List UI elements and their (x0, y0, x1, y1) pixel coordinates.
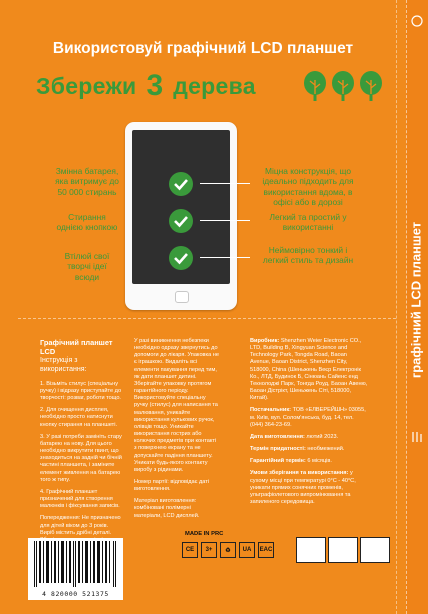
instructions-title: Графічний планшет LCD (40, 338, 113, 357)
ua-mark-icon: UA (239, 542, 255, 558)
producer-column (250, 338, 368, 511)
care-symbol-icon (296, 537, 326, 563)
date-label: Дата виготовлення: (250, 433, 305, 440)
warning-text: Попередження: Не призначено для дітей віком до 3 років. Виріб містить дрібні деталі. (40, 515, 121, 536)
trees-icons (302, 70, 384, 102)
instruction-step: 3. У разі потреби замініть стару батарею на нову. Для цього необхідно викрутити гвинт, що знаходиться на задній чи бічній частині планшета, і заміните елемент живлення на батарею того ж типу. (40, 433, 122, 483)
callout-line (200, 257, 250, 258)
barcode-bars-icon (34, 541, 117, 587)
feature-battery: Змінна батарея, яка витримує до 50 000 стирань (55, 166, 119, 197)
barcode (28, 538, 123, 600)
headline: Використовуй графічний LCD планшет (52, 40, 354, 57)
feature-creativity: Втілюй свої творчі ідеї всюди (64, 251, 110, 282)
warranty-text: 6 місяців. (307, 458, 332, 465)
callout-line (200, 183, 250, 184)
tree-icon (330, 70, 356, 102)
fold-line (396, 0, 398, 614)
cup-fork-icon (410, 430, 424, 444)
barcode-number: 4 820000 521375 (42, 590, 109, 598)
importer-label: Постачальник: (250, 407, 292, 414)
made-in-label: MADE IN PRC (185, 531, 224, 537)
care-symbol-icon (328, 537, 358, 563)
check-icon (168, 245, 194, 271)
feature-durable: Міцна конструкція, що ідеально підходить для використання вдома, в офісі або в дорозі (262, 166, 354, 207)
maker-text: Shenzhen Weier Electronic CO., LTD, Building B, Xingyuan Science and Technology Park, Tongda Road, Baoan Avenue, Baoan District, Shenzhen City, 518000, China (Шеньжень Веєр Електронік Ко., ЛТД, Будинок Б, Сінюань Сайенс енд Текнолоджі Парк, Тонгда Роуд, Баоан Авеню, Баоан Дістрікт, Шеньжень Сіті, 518000, Китай). (250, 338, 368, 402)
save-unit: дерева (173, 72, 256, 99)
feature-light: Легкий та простий у використанні (269, 212, 347, 233)
care-symbol-icon (360, 537, 390, 563)
instructions-subtitle: Інструкція з використання: (40, 356, 87, 373)
materials-text: Матеріал виготовлення: комбіновані полімерні матеріали, LCD дисплей. (134, 498, 200, 519)
erase-button-illustration (175, 291, 189, 303)
tree-icon (302, 70, 328, 102)
recycle-icon (410, 14, 424, 28)
maker-label: Виробник: (250, 338, 280, 344)
instruction-step: 4. Графічний планшет призначений для створення малюнків і фіксування записів. (40, 488, 120, 510)
eac-mark-icon: EAC (258, 542, 274, 558)
safety-text: У разі виникнення небезпеки необхідно одразу звернутись до допомоги до лікаря. Упаковка не є іграшкою. Видаліть всі елементи пакування перед тим, як дати планшет дитині. Зберігайте упаковку протягом гарантійного періоду. Використовуйте спеціальну ручку (стилус) для написання та малювання, уникайте використання кулькових ручок, олівців тощо. Уникайте використання гострих або колючих предметів при контакті з поверхнею екрану та не допускайте падіння планшету. Уникати будь-якого контакту виробу з рідинами. (134, 338, 219, 473)
recycle-icon: ♻ (220, 542, 236, 558)
check-icon (168, 171, 194, 197)
certification-symbols (182, 542, 274, 558)
save-word: Збережи (36, 72, 137, 99)
callout-line (200, 220, 250, 221)
safety-column (134, 338, 220, 525)
instruction-step: 2. Для очищення дисплея, необхідно просто натиснути кнопку стирання на планшеті. (40, 407, 118, 428)
storage-text: у сухому місці при температурі 0°С - 40°С, уникати прямих сонячних променів, ультрафіолетового випромінювання та запиленого середовища. (250, 470, 356, 505)
storage-label: Умови зберігання та використання: (250, 470, 349, 477)
care-symbols (296, 537, 390, 563)
tree-icon (358, 70, 384, 102)
batch-text: Номер партії: відповідає даті виготовлення. (134, 478, 210, 493)
warranty-label: Гарантійний термін: (250, 458, 306, 465)
feature-slim: Неймовірно тонкий і легкий стиль та дизайн (262, 245, 354, 266)
age-warning-icon: 3+ (201, 542, 217, 558)
date-text: лютий 2023. (306, 433, 339, 440)
spine-title: графічний LCD планшет (408, 221, 424, 379)
ce-mark-icon: CE (182, 542, 198, 558)
shelf-text: необмежений. (307, 446, 345, 453)
save-number: 3 (146, 69, 164, 102)
check-icon (168, 208, 194, 234)
save-trees-slogan (36, 68, 256, 104)
divider (18, 318, 396, 320)
importer-text: ТОВ «ЕЛВЕРЕЙШН» 03055, м. Київ, вул. Соломʼянська, буд. 14, тел. (044) 364-23-69. (250, 407, 366, 428)
instruction-step: 1. Візьміть стилус (спеціальну ручку) і відразу приступайте до творчості: розваг, роботи тощо. (40, 380, 122, 402)
instructions-column (40, 338, 124, 563)
shelf-label: Термін придатності: (250, 446, 306, 453)
feature-erase: Стирання однією кнопкою (56, 212, 118, 233)
